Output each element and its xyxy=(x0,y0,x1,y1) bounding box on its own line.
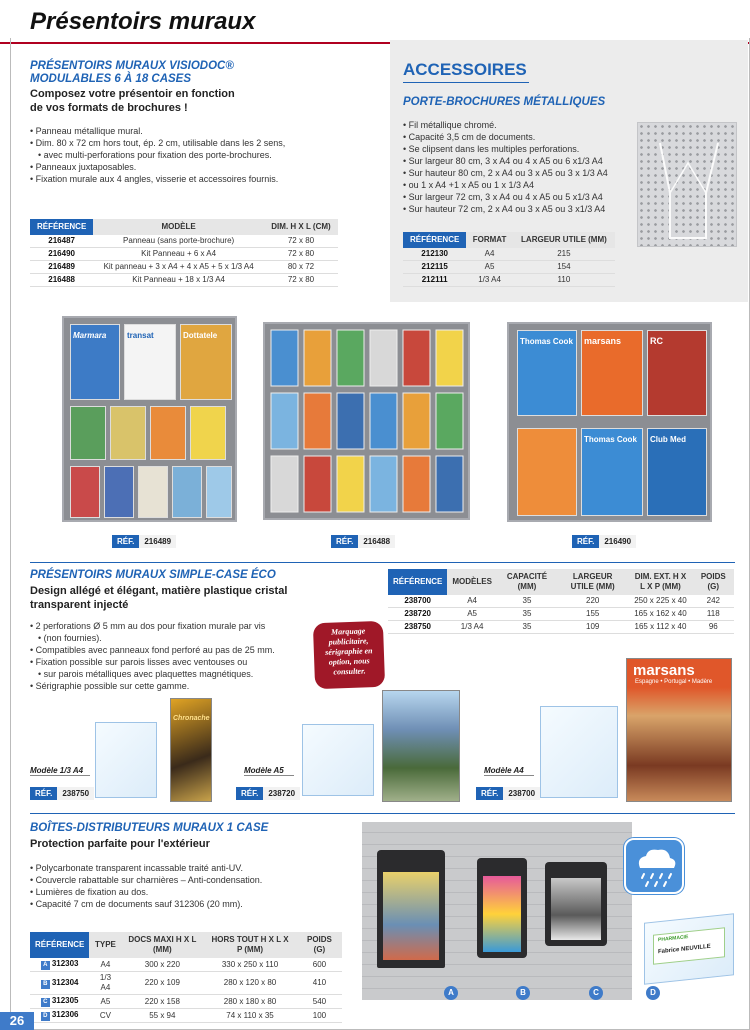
bullet: • Dim. 80 x 72 cm hors tout, ép. 2 cm, utilisable dans les 2 sens, xyxy=(30,137,375,149)
bullet: • Panneaux juxtaposables. xyxy=(30,161,375,173)
cell: Panneau (sans porte-brochure) xyxy=(93,235,264,248)
cell: 212115 xyxy=(403,261,466,274)
cell: 600 xyxy=(297,958,342,972)
bullet: • Capacité 3,5 cm de documents. xyxy=(403,131,633,143)
bullet: • Sur hauteur 72 cm, 2 x A4 ou 3 x A5 ou 3 x1/3 A4 xyxy=(403,203,633,215)
cell: 540 xyxy=(297,995,342,1009)
table-row xyxy=(30,1009,342,1023)
bullet-continuation xyxy=(30,668,310,680)
cell: A4 xyxy=(466,248,513,261)
accessoires-underline xyxy=(403,82,529,83)
visiodoc-table xyxy=(30,219,338,287)
ref-code: 312303 xyxy=(51,959,79,968)
boites-photo xyxy=(362,822,632,1000)
model-label-a4: Modèle A4 xyxy=(484,766,534,776)
cell: 96 xyxy=(693,621,734,634)
cell: 74 x 110 x 35 xyxy=(203,1009,297,1023)
brochure xyxy=(304,393,331,449)
ref-label: RÉF. xyxy=(572,535,599,548)
brochure-logo: Club Med xyxy=(650,435,686,444)
marquage-badge xyxy=(313,621,385,689)
cell: A4 xyxy=(447,595,497,608)
magazine-title: marsans xyxy=(633,662,695,679)
visiodoc-title-2: MODULABLES 6 À 18 CASES xyxy=(30,73,192,85)
visiodoc-bullets xyxy=(30,125,375,185)
boites-subtitle: Protection parfaite pour l'extérieur xyxy=(30,838,210,850)
bullet: • Compatibles avec panneaux fond perforé au pas de 25 mm. xyxy=(30,644,310,656)
magazine-subtitle: Espagne • Portugal • Madère xyxy=(635,679,713,685)
table-row xyxy=(30,261,338,274)
cell: 215 xyxy=(513,248,615,261)
bullet: • Sur largeur 72 cm, 3 x A4 ou 4 x A5 ou 5 x1/3 A4 xyxy=(403,191,633,203)
brochure xyxy=(581,428,643,516)
table-row xyxy=(388,595,734,608)
panel-photo-216488 xyxy=(263,322,470,520)
table-row xyxy=(30,235,338,248)
cell: 216488 xyxy=(30,274,93,287)
cell: 155 xyxy=(557,608,628,621)
cell: 72 x 80 xyxy=(264,248,338,261)
row-badge: C xyxy=(41,998,50,1007)
badge-line: consulter. xyxy=(333,666,366,677)
col-header: POIDS (G) xyxy=(693,569,734,595)
brochure xyxy=(70,324,120,400)
box-a-content xyxy=(383,872,439,960)
cell: 1/3 A4 xyxy=(466,274,513,287)
col-header: FORMAT xyxy=(466,232,513,248)
brochure-logo: Dottatele xyxy=(183,331,218,340)
cell: 110 xyxy=(513,274,615,287)
col-header: DIM. EXT. H X L X P (MM) xyxy=(628,569,692,595)
cell: 109 xyxy=(557,621,628,634)
holder-a4-image xyxy=(540,706,618,798)
ref-code: 312306 xyxy=(51,1010,79,1019)
table-row xyxy=(388,608,734,621)
brochure-logo: RC xyxy=(650,336,663,346)
brochure xyxy=(436,456,463,512)
cell: 212130 xyxy=(403,248,466,261)
ref-tag-216489 xyxy=(112,535,176,548)
table-row xyxy=(403,248,615,261)
brochure xyxy=(304,456,331,512)
ref-label: RÉF. xyxy=(236,787,263,800)
cell: 238700 xyxy=(388,595,447,608)
table-row xyxy=(388,621,734,634)
brochure xyxy=(150,406,186,460)
brochure xyxy=(337,330,364,386)
cell: 300 x 220 xyxy=(122,958,204,972)
row-badge: D xyxy=(41,1012,50,1021)
brochure xyxy=(124,324,176,400)
bullet: • Capacité 7 cm de documents sauf 312306 (20 mm). xyxy=(30,898,330,910)
cell: 410 xyxy=(297,972,342,995)
cell: 80 x 72 xyxy=(264,261,338,274)
ref-value: 216488 xyxy=(358,535,395,548)
brochure-logo: Thomas Cook xyxy=(584,435,637,444)
brochure xyxy=(172,466,202,518)
brochure xyxy=(517,428,577,516)
box-c-content xyxy=(551,878,601,940)
ref-value: 216489 xyxy=(139,535,176,548)
table-row xyxy=(30,248,338,261)
bullet-continuation xyxy=(30,632,310,644)
bullet: • Sérigraphie possible sur cette gamme. xyxy=(30,680,310,692)
cell: A5 xyxy=(466,261,513,274)
ref-tag-238700 xyxy=(476,787,540,800)
brochure xyxy=(337,456,364,512)
brochure xyxy=(647,330,707,416)
bullet: • Polycarbonate transparent incassable traité anti-UV. xyxy=(30,862,330,874)
cell: 280 x 120 x 80 xyxy=(203,972,297,995)
bullet: • Couvercle rabattable sur charnières – Anti-condensation. xyxy=(30,874,330,886)
accessoires-table xyxy=(403,232,615,287)
brochure xyxy=(370,393,397,449)
cell: 216490 xyxy=(30,248,93,261)
bullet: • 2 perforations Ø 5 mm au dos pour fixation murale par vis xyxy=(30,620,310,632)
brochure xyxy=(403,393,430,449)
table-row xyxy=(30,274,338,287)
boites-table xyxy=(30,932,342,1023)
cell xyxy=(30,972,89,995)
col-header: LARGEUR UTILE (MM) xyxy=(513,232,615,248)
cell: 212111 xyxy=(403,274,466,287)
cell: 154 xyxy=(513,261,615,274)
box-c xyxy=(545,862,607,946)
eco-subtitle-2: transparent injecté xyxy=(30,599,129,611)
brochure xyxy=(436,330,463,386)
card-brand: PHARMACIE xyxy=(658,934,689,944)
bullet: • Fil métallique chromé. xyxy=(403,119,633,131)
boites-bullets xyxy=(30,862,330,910)
ref-code: 312305 xyxy=(51,996,79,1005)
col-header: RÉFÉRENCE xyxy=(30,219,93,235)
cell xyxy=(30,958,89,972)
bullet-text: ou 1 x A4 +1 x A5 ou 1 x 1/3 A4 xyxy=(408,180,535,190)
boites-title: BOÎTES-DISTRIBUTEURS MURAUX 1 CASE xyxy=(30,822,269,834)
section-divider xyxy=(30,813,735,814)
bullet: • Se clipsent dans les multiples perforations. xyxy=(403,143,633,155)
brochure xyxy=(517,330,577,416)
brochure xyxy=(370,456,397,512)
brochure-logo: transat xyxy=(127,331,154,340)
cell: 216489 xyxy=(30,261,93,274)
cell xyxy=(30,1009,89,1023)
col-header: DOCS MAXI H X L (MM) xyxy=(122,932,204,958)
perforated-panel-image xyxy=(637,122,737,247)
photo-label-c: C xyxy=(589,986,603,1000)
business-card xyxy=(653,927,725,965)
cell: A4 xyxy=(89,958,121,972)
cell: Kit Panneau + 6 x A4 xyxy=(93,248,264,261)
ref-value: 238700 xyxy=(503,787,540,800)
brochure xyxy=(370,330,397,386)
ref-value: 238750 xyxy=(57,787,94,800)
col-header: HORS TOUT H X L X P (MM) xyxy=(203,932,297,958)
brochure xyxy=(403,456,430,512)
table-row xyxy=(403,261,615,274)
ref-label: RÉF. xyxy=(476,787,503,800)
bullet: • Fixation possible sur parois lisses avec ventouses ou xyxy=(30,656,310,668)
brochure xyxy=(581,330,643,416)
brochure xyxy=(110,406,146,460)
col-header: RÉFÉRENCE xyxy=(403,232,466,248)
ref-label: RÉF. xyxy=(30,787,57,800)
cell: 220 x 158 xyxy=(122,995,204,1009)
ref-tag-238720 xyxy=(236,787,300,800)
box-b-content xyxy=(483,876,521,952)
cell: 72 x 80 xyxy=(264,274,338,287)
cell: 1/3 A4 xyxy=(89,972,121,995)
brochure xyxy=(190,406,226,460)
bullet: • Lumières de fixation au dos. xyxy=(30,886,330,898)
brochure xyxy=(436,393,463,449)
badge-line: publicitaire, xyxy=(328,636,369,647)
brochure-logo: marsans xyxy=(584,336,622,346)
photo-label-a: A xyxy=(444,986,458,1000)
accessoires-bullets xyxy=(403,119,633,215)
cell: 35 xyxy=(497,595,557,608)
holder-a5-image xyxy=(302,724,374,796)
bullet-text: avec multi-perforations pour fixation des porte-brochures. xyxy=(43,150,272,160)
magazine-chronache xyxy=(170,698,212,802)
ref-tag-238750 xyxy=(30,787,94,800)
accessoires-subtitle: PORTE-BROCHURES MÉTALLIQUES xyxy=(403,96,606,108)
row-badge: A xyxy=(41,961,50,970)
ref-label: RÉF. xyxy=(112,535,139,548)
ref-tag-216490 xyxy=(572,535,636,548)
bullet-continuation xyxy=(30,149,375,161)
visiodoc-subtitle-2: de vos formats de brochures ! xyxy=(30,102,188,114)
cell: 238750 xyxy=(388,621,447,634)
box-a xyxy=(377,850,445,968)
col-header: DIM. H X L (CM) xyxy=(264,219,338,235)
bullet: • Sur hauteur 80 cm, 2 x A4 ou 3 x A5 ou 3 x 1/3 A4 xyxy=(403,167,633,179)
brochure xyxy=(271,456,298,512)
brochure xyxy=(180,324,232,400)
panel-photo-216490 xyxy=(507,322,712,522)
table-row xyxy=(30,995,342,1009)
badge-line: sérigraphie en xyxy=(325,646,373,657)
brochure xyxy=(70,406,106,460)
brochure-logo: Thomas Cook xyxy=(520,337,573,346)
cell: 165 x 112 x 40 xyxy=(628,621,692,634)
card-name: Fabrice NEUVILLE xyxy=(658,943,711,956)
cell: 100 xyxy=(297,1009,342,1023)
cell: 242 xyxy=(693,595,734,608)
cell: 165 x 162 x 40 xyxy=(628,608,692,621)
brochure xyxy=(647,428,707,516)
eco-subtitle-1: Design allégé et élégant, matière plastique cristal xyxy=(30,585,288,597)
col-header: POIDS (G) xyxy=(297,932,342,958)
cell: A5 xyxy=(89,995,121,1009)
bullet: • Fixation murale aux 4 angles, visserie et accessoires fournis. xyxy=(30,173,375,185)
cell: 55 x 94 xyxy=(122,1009,204,1023)
holder-1-3-a4-image xyxy=(95,722,157,798)
brochure xyxy=(304,330,331,386)
cell: 35 xyxy=(497,621,557,634)
magazine-mountains xyxy=(382,690,460,802)
accessoires-title: ACCESSOIRES xyxy=(403,60,527,79)
col-header: MODÈLE xyxy=(93,219,264,235)
rain-cloud-icon xyxy=(626,840,682,892)
brochure xyxy=(206,466,232,518)
row-badge: B xyxy=(41,980,50,989)
magazine-marsans xyxy=(626,658,732,802)
bullet-continuation xyxy=(403,179,633,191)
col-header: RÉFÉRENCE xyxy=(388,569,447,595)
cell: 280 x 180 x 80 xyxy=(203,995,297,1009)
bullet: • Panneau métallique mural. xyxy=(30,125,375,137)
page-title: Présentoirs muraux xyxy=(30,8,256,35)
photo-label-b: B xyxy=(516,986,530,1000)
visiodoc-title-1: PRÉSENTOIRS MURAUX VISIODOC® xyxy=(30,60,234,72)
cell: 1/3 A4 xyxy=(447,621,497,634)
wire-holder-illustration xyxy=(638,123,738,248)
table-row xyxy=(403,274,615,287)
bullet-text: (non fournies). xyxy=(43,633,102,643)
brochure xyxy=(271,330,298,386)
cell: 220 xyxy=(557,595,628,608)
model-label-a5: Modèle A5 xyxy=(244,766,294,776)
model-label-1-3-a4: Modèle 1/3 A4 xyxy=(30,766,90,776)
brochure xyxy=(337,393,364,449)
eco-table xyxy=(388,569,734,634)
ref-value: 238720 xyxy=(263,787,300,800)
col-header: RÉFÉRENCE xyxy=(30,932,89,958)
magazine-title: Chronache xyxy=(173,715,210,722)
brochure-grid-illustration xyxy=(265,324,468,518)
ref-label: RÉF. xyxy=(331,535,358,548)
section-divider xyxy=(30,562,735,563)
cell: Kit Panneau + 18 x 1/3 A4 xyxy=(93,274,264,287)
weather-resistant-icon xyxy=(624,838,684,894)
box-b xyxy=(477,858,527,958)
cell: 216487 xyxy=(30,235,93,248)
brochure xyxy=(403,330,430,386)
ref-tag-216488 xyxy=(331,535,395,548)
brochure xyxy=(271,393,298,449)
cell: 72 x 80 xyxy=(264,235,338,248)
photo-label-d: D xyxy=(646,986,660,1000)
bullet: • Sur largeur 80 cm, 3 x A4 ou 4 x A5 ou 6 x1/3 A4 xyxy=(403,155,633,167)
bullet-text: sur parois métalliques avec plaquettes magnétiques. xyxy=(43,669,254,679)
cell: 238720 xyxy=(388,608,447,621)
cell: CV xyxy=(89,1009,121,1023)
card-holder-d xyxy=(644,913,734,984)
brochure-logo: Marmara xyxy=(73,331,107,340)
cell: 330 x 250 x 110 xyxy=(203,958,297,972)
brochure xyxy=(138,466,168,518)
col-header: MODÈLES xyxy=(447,569,497,595)
badge-line: Marquage xyxy=(330,626,366,637)
cell: Kit panneau + 3 x A4 + 4 x A5 + 5 x 1/3 A4 xyxy=(93,261,264,274)
cell xyxy=(30,995,89,1009)
ref-value: 216490 xyxy=(599,535,636,548)
cell: 118 xyxy=(693,608,734,621)
ref-code: 312304 xyxy=(51,977,79,987)
badge-line: option, nous xyxy=(328,656,370,667)
cell: 35 xyxy=(497,608,557,621)
eco-title: PRÉSENTOIRS MURAUX SIMPLE-CASE ÉCO xyxy=(30,569,276,581)
col-header: LARGEUR UTILE (MM) xyxy=(557,569,628,595)
visiodoc-subtitle-1: Composez votre présentoir en fonction xyxy=(30,88,235,100)
panel-photo-216489 xyxy=(62,316,237,522)
col-header: CAPACITÉ (MM) xyxy=(497,569,557,595)
brochure xyxy=(104,466,134,518)
cell: 250 x 225 x 40 xyxy=(628,595,692,608)
cell: 220 x 109 xyxy=(122,972,204,995)
visiodoc-section xyxy=(30,60,375,185)
eco-bullets xyxy=(30,620,310,692)
brochure xyxy=(70,466,100,518)
cell: A5 xyxy=(447,608,497,621)
table-row xyxy=(30,958,342,972)
page-number: 26 xyxy=(0,1012,34,1030)
col-header: TYPE xyxy=(89,932,121,958)
table-row xyxy=(30,972,342,995)
